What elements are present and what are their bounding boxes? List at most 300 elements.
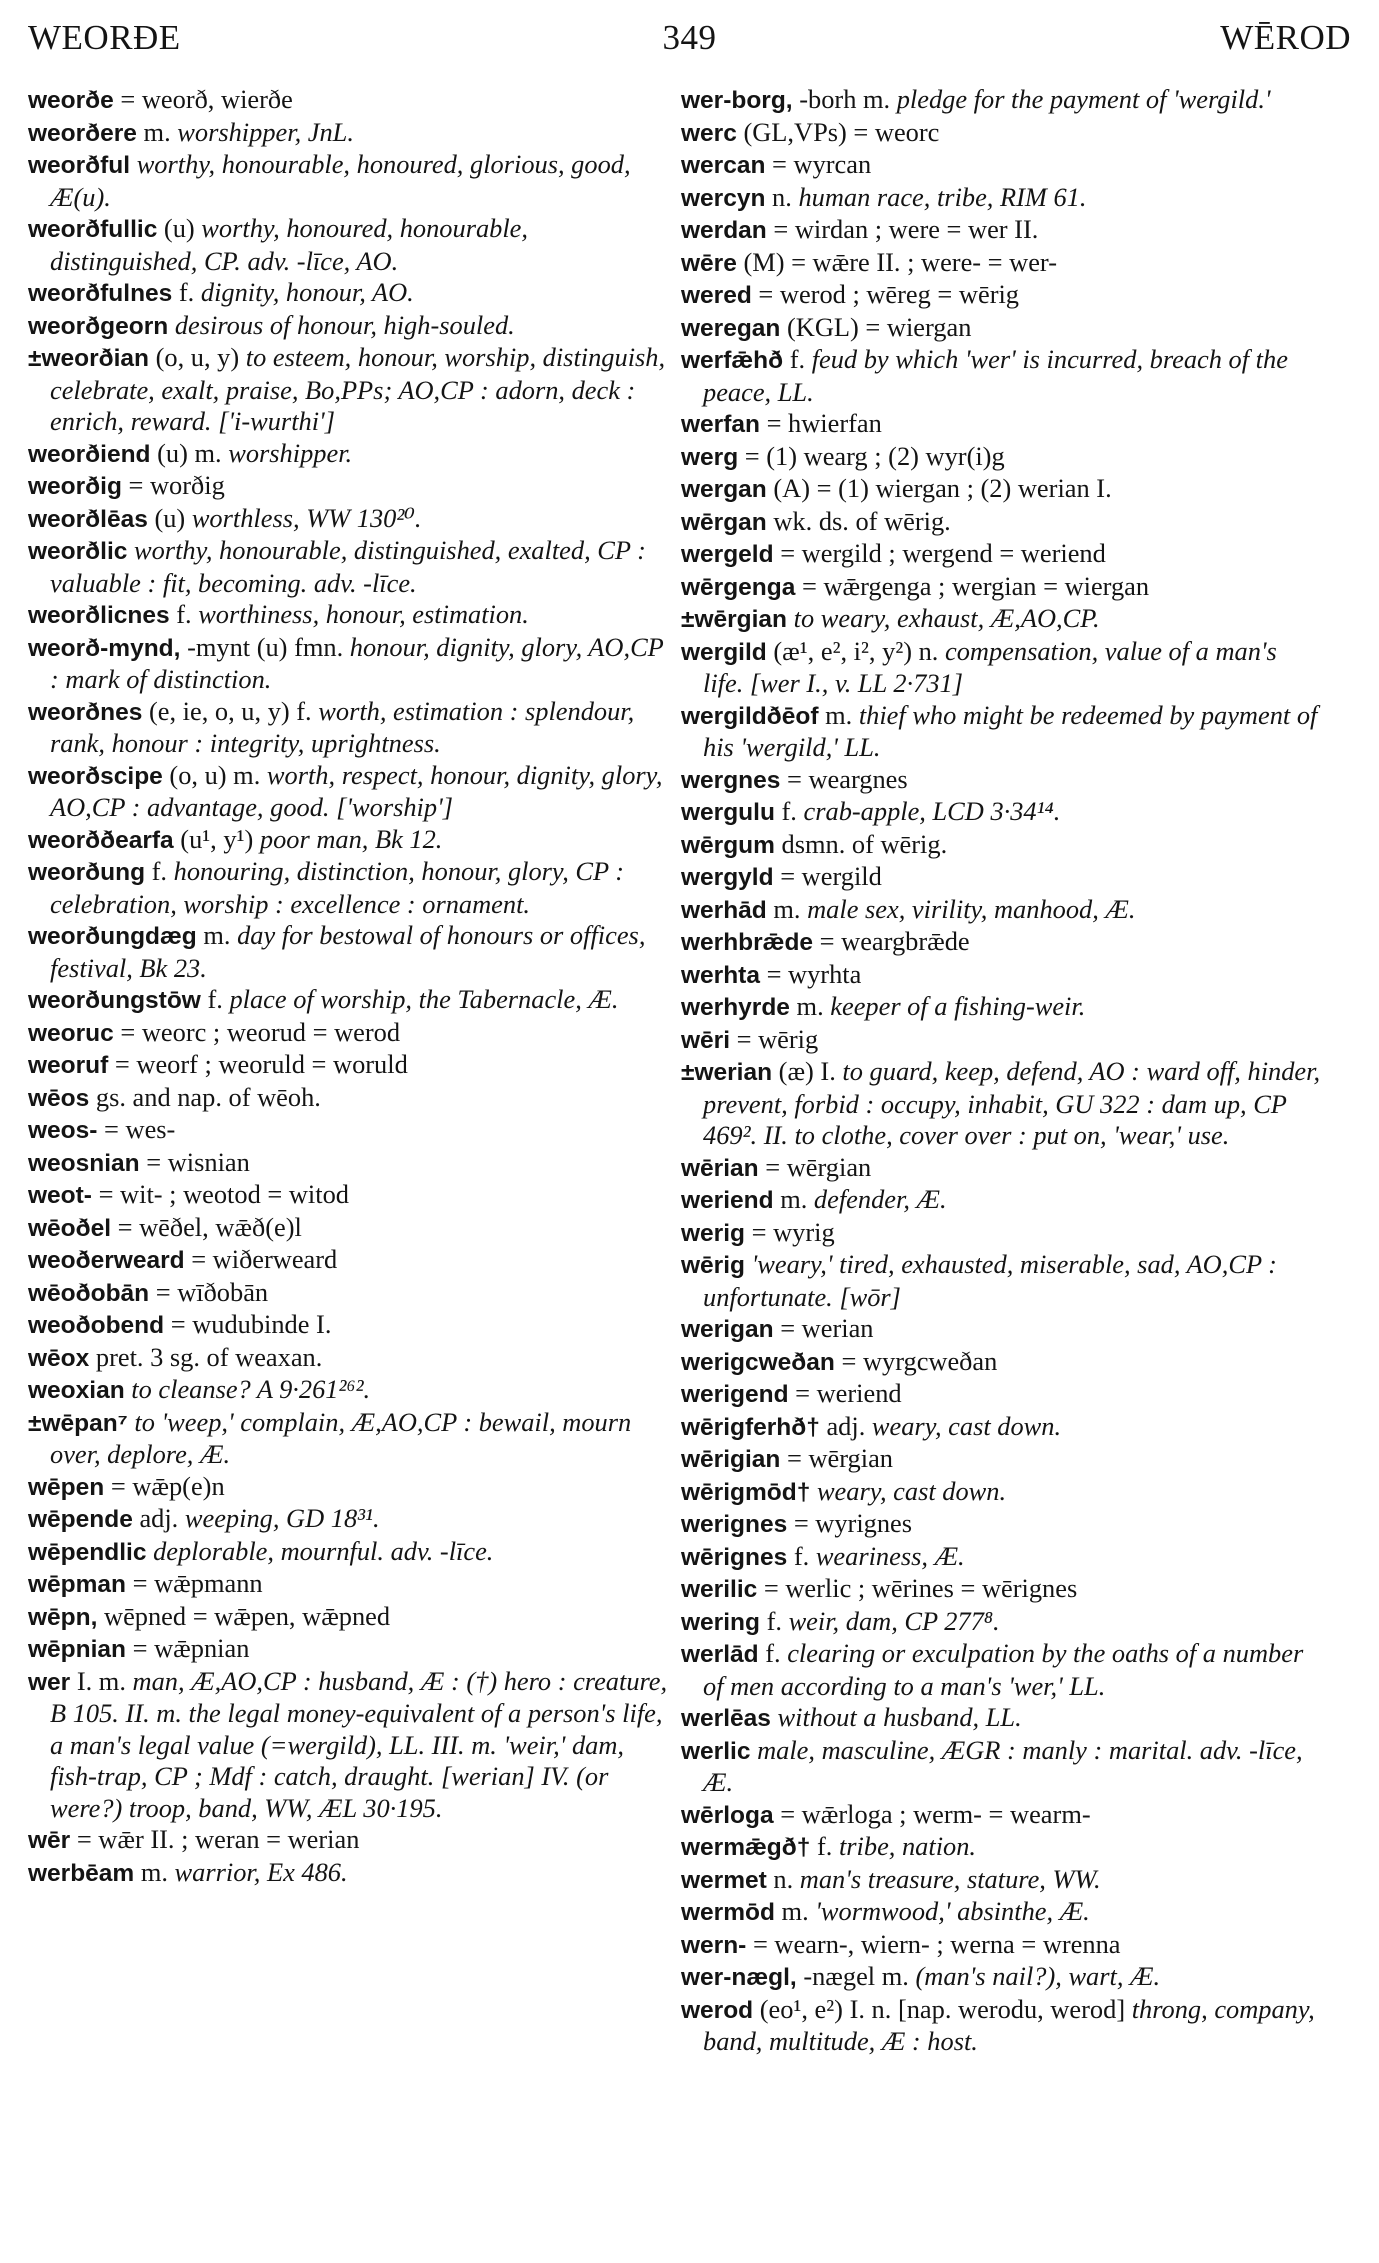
entry-grammar [771,1702,778,1732]
entry-grammar [745,1249,752,1279]
entry-grammar: = wyrgcweðan [834,1345,998,1376]
entry-headword: weoðobend [28,1312,165,1339]
dictionary-entry [681,1799,1321,1832]
entry-headword: werfǣhð [681,347,784,374]
dictionary-entry [681,1961,1321,1994]
entry-grammar: = wyrignes [787,1508,913,1538]
entry-grammar: f. [759,1605,789,1636]
dictionary-entry [28,213,668,277]
entry-headword: werigcweðan [681,1348,835,1376]
entry-headword: werdan [681,217,767,244]
entry-grammar: (æ¹, e², i², y²) n. [766,635,946,666]
entry-grammar: wk. ds. of wērig. [766,505,951,536]
entry-grammar: = wēðel, wǣð(e)l [111,1211,302,1242]
dictionary-entry [681,247,1321,280]
entry-definition: day for bestowal of honours or offices, festival, Bk 23. [50,920,646,983]
entry-grammar: = werian [773,1313,874,1343]
entry-definition: tribe, nation. [838,1831,977,1861]
entry-definition: man, Æ,AO,CP : husband, Æ : (†) hero : creature, B 105. II. m. the legal money-equivalent of a person's life, a man's legal value (=wergild), LL. III. m. 'weir,' dam, fish-trap, CP ; Mdf : catch, draught. [werian] IV. (or were?) troop, band, WW, ÆL 30·195. [50,1665,668,1823]
page-header [28,18,1351,68]
entry-grammar [168,310,175,340]
entry-definition: without a husband, LL. [777,1702,1022,1732]
entry-headword: weorðful [28,152,131,179]
dictionary-entry [28,1471,668,1504]
entry-definition: feud by which 'wer' is incurred, breach of the peace, LL. [703,344,1288,407]
entry-headword: wer-borg, [681,87,793,114]
dictionary-entry [28,1147,668,1180]
entry-definition: worthiness, honour, estimation. [198,599,529,629]
dictionary-entry [681,1929,1321,1962]
entry-grammar: = weorð, wierðe [113,84,293,114]
entry-headword: weorðungstōw [28,987,201,1014]
entry-headword: weregan [681,314,781,342]
header-right-guideword: WĒROD [1220,18,1351,57]
dictionary-entry [28,438,668,471]
entry-grammar: m. [818,699,859,730]
dictionary-entry [28,1017,668,1050]
entry-grammar: = wērgian [758,1151,872,1182]
dictionary-entry [28,342,668,438]
entry-grammar: = wisnian [139,1146,250,1177]
dictionary-entry [681,1346,1321,1379]
entry-grammar: pret. 3 sg. of weaxan. [89,1341,323,1372]
dictionary-entry [28,117,668,150]
dictionary-entry [681,764,1321,797]
dictionary-entry [681,829,1321,862]
dictionary-entry [28,1374,668,1407]
entry-definition: defender, Æ. [813,1184,947,1214]
entry-definition: weary, cast down. [816,1475,1007,1506]
entry-grammar: m. [134,1856,175,1887]
entry-headword: wergild [681,638,767,666]
entry-headword: werigan [681,1316,774,1343]
dictionary-entry [28,632,668,696]
entry-headword: weot- [28,1182,92,1209]
entry-grammar: gs. and nap. of wēoh. [89,1081,321,1112]
dictionary-entry [681,926,1321,959]
entry-headword: weorðungdæg [28,923,197,950]
entry-definition: to 'weep,' complain, Æ,AO,CP : bewail, mourn over, deplore, Æ. [50,1406,632,1469]
entry-grammar: (GL,VPs) = weorc [736,116,940,147]
entry-headword: wēpendlic [28,1538,147,1566]
dictionary-entry [681,1638,1321,1702]
entry-headword: werignes [681,1511,788,1538]
dictionary-entry [28,470,668,503]
entry-headword: wēri [681,1026,731,1054]
entry-definition: keeper of a fishing-weir. [830,991,1086,1021]
entry-headword: weorðe [28,87,114,114]
dictionary-entry [28,1114,668,1147]
dictionary-entry [681,1702,1321,1735]
entry-definition: deplorable, mournful. adv. -līce. [153,1535,494,1566]
entry-headword: werig [681,1219,745,1247]
entry-definition: weir, dam, CP 277⁸. [788,1605,1000,1636]
entry-definition: warrior, Ex 486. [174,1856,348,1887]
dictionary-entry [28,1824,668,1857]
entry-headword: wergyld [681,864,774,891]
entry-headword: wēpn, [28,1603,98,1631]
left-column [28,84,668,1889]
entry-grammar: = wǣpnian [126,1633,250,1663]
entry-grammar: = weargnes [780,763,908,794]
entry-grammar: dsmn. of wērig. [774,828,948,859]
entry-headword: weorðung [28,859,146,886]
entry-grammar: (o, u, y) [149,342,246,372]
entry-grammar: = wyrig [745,1216,835,1247]
entry-headword: weorðig [28,473,122,500]
entry-headword: wermǣgð† [681,1834,811,1861]
entry-grammar: f. [810,1831,839,1861]
entry-headword: wer-nægl, [681,1964,797,1991]
entry-grammar: = wudubinde I. [164,1309,332,1339]
entry-grammar: adj. [132,1503,185,1533]
entry-definition: honour, dignity, glory, AO,CP : mark of distinction. [50,631,664,694]
dictionary-entry [681,959,1321,992]
entry-definition: worth, respect, honour, dignity, glory, AO,CP : advantage, good. ['worship'] [50,759,663,822]
dictionary-entry [28,1309,668,1342]
entry-headword: wēpnian [28,1636,127,1663]
entry-headword: weriend [681,1187,774,1214]
entry-grammar: = werod ; wēreg = wērig [751,279,1020,309]
dictionary-entry [28,503,668,536]
entry-headword: wērgum [681,831,775,859]
entry-headword: wer [28,1668,71,1696]
entry-headword: weorðnes [28,698,143,726]
entry-headword: wērigmōd† [681,1478,811,1506]
entry-headword: wern- [681,1931,747,1959]
entry-grammar: -nægel m. [796,1961,916,1991]
dictionary-entry [28,1082,668,1115]
entry-grammar: f. [774,796,804,826]
entry-headword: weoðerweard [28,1247,185,1274]
entry-grammar: = weriend [788,1378,902,1408]
entry-definition: to guard, keep, defend, AO : ward off, hinder, prevent, forbid : occupy, inhabit, GU 322 : dam up, CP 469². II. to clothe, cover over : put on, 'wear,' use. [703,1056,1321,1150]
entry-headword: wērigferhð† [681,1413,820,1441]
entry-headword: wergan [681,476,767,503]
entry-definition: clearing or exculpation by the oaths of a number of men according to a man's 'wer,' LL. [703,1638,1304,1701]
entry-definition: worshipper. [228,437,353,468]
dictionary-entry [681,1443,1321,1476]
entry-grammar: = wes- [97,1114,176,1144]
entry-grammar: (KGL) = wiergan [780,311,972,342]
entry-grammar: = wǣrloga ; werm- = wearm- [773,1798,1091,1829]
dictionary-entry [681,344,1321,408]
entry-headword: wēoðel [28,1214,112,1242]
dictionary-entry [28,1244,668,1277]
entry-headword: wēox [28,1344,90,1372]
entry-grammar: = wīðobān [149,1276,269,1307]
entry-definition: worthy, honourable, distinguished, exalted, CP : valuable : fit, becoming. adv. -līce. [50,535,646,598]
entry-headword: werigend [681,1381,789,1408]
entry-grammar: n. [765,181,799,212]
entry-headword: wēre [681,249,737,277]
entry-grammar: (A) = (1) wiergan ; (2) werian I. [766,473,1112,503]
entry-definition: pledge for the payment of 'wergild.' [896,84,1271,114]
entry-headword: weorðiend [28,440,151,468]
dictionary-entry [681,1152,1321,1185]
entry-grammar: (eo¹, e²) I. n. [nap. werodu, werod] [753,1993,1132,2024]
dictionary-entry [681,1056,1321,1152]
entry-headword: werlād [681,1641,759,1668]
entry-headword: wērigian [681,1446,781,1473]
entry-grammar: m. [196,920,238,950]
page-number: 349 [662,18,717,57]
entry-grammar: (u) m. [150,437,229,468]
entry-headword: wercyn [681,184,766,212]
dictionary-entry [681,84,1321,117]
entry-grammar: f. [787,1540,816,1571]
entry-headword: weoxian [28,1377,125,1404]
dictionary-entry [28,277,668,310]
entry-headword: weorððearfa [28,826,174,854]
dictionary-entry [28,599,668,632]
entry-headword: werod [681,1996,754,2024]
entry-grammar: = wergild ; wergend = weriend [773,538,1106,568]
entry-grammar: m. [789,991,831,1021]
entry-headword: werhbrǣde [681,929,814,956]
entry-headword: wēpen [28,1473,105,1501]
entry-grammar: = weorf ; weoruld = woruld [108,1049,408,1079]
entry-headword: wercan [681,152,766,179]
dictionary-entry [28,1342,668,1375]
dictionary-entry [28,310,668,343]
dictionary-entry [681,894,1321,927]
dictionary-entry [681,214,1321,247]
entry-definition: poor man, Bk 12. [259,823,443,854]
entry-grammar: (e, ie, o, u, y) f. [142,695,319,726]
entry-grammar: = weargbrǣde [813,926,970,956]
entry-definition: 'wormwood,' absinthe, Æ. [815,1896,1090,1926]
dictionary-entry [681,279,1321,312]
entry-headword: weosnian [28,1149,140,1177]
entry-grammar: (M) = wǣre II. ; were- = wer- [736,246,1057,277]
entry-definition: dignity, honour, AO. [200,277,414,307]
dictionary-entry [28,149,668,213]
entry-definition: male sex, virility, manhood, Æ. [807,893,1136,924]
entry-definition: weary, cast down. [871,1410,1062,1441]
entry-headword: wērloga [681,1801,774,1829]
entry-definition: worthy, honoured, honourable, distinguished, CP. adv. -līce, AO. [50,213,528,276]
dictionary-entry [681,1831,1321,1864]
entry-grammar: = wǣpmann [126,1568,263,1598]
entry-grammar: = wiðerweard [184,1244,338,1274]
entry-headword: ±weorðian [28,345,149,372]
dictionary-entry [681,1249,1321,1313]
entry-definition: desirous of honour, high-souled. [174,309,515,340]
dictionary-entry [28,824,668,857]
entry-grammar: = hwierfan [759,408,882,438]
entry-grammar: = wǣp(e)n [104,1470,225,1501]
entry-headword: ±wēpan⁷ [28,1409,128,1437]
entry-headword: werlic [681,1737,751,1765]
dictionary-entry [28,1568,668,1601]
dictionary-entry [681,1184,1321,1217]
entry-definition: worthless, WW 130²⁰. [191,502,422,533]
entry-grammar: f. [172,277,201,307]
entry-headword: wēoðobān [28,1279,150,1307]
entry-grammar: (u¹, y¹) [173,823,260,854]
dictionary-entry [28,1049,668,1082]
entry-definition: worth, estimation : splendour, rank, honour : integrity, uprightness. [50,695,635,758]
dictionary-entry [28,1277,668,1310]
entry-grammar: = wǣr II. ; weran = werian [70,1824,360,1854]
entry-definition: to weary, exhaust, Æ,AO,CP. [793,603,1100,633]
dictionary-entry [681,796,1321,829]
entry-headword: wēr [28,1827,71,1854]
dictionary-entry [28,1503,668,1536]
entry-headword: wergnes [681,766,781,794]
entry-headword: wērgenga [681,573,796,601]
entry-grammar: f. [758,1638,788,1668]
entry-grammar [810,1476,817,1506]
entry-headword: wergildðēof [681,702,819,730]
entry-grammar: f. [145,856,174,886]
entry-headword: werg [681,443,739,471]
entry-definition: place of worship, the Tabernacle, Æ. [229,984,619,1014]
entry-definition: 'weary,' tired, exhausted, miserable, sad, AO,CP : unfortunate. [wōr] [703,1249,1277,1312]
entry-headword: weorð-mynd, [28,634,181,662]
dictionary-entry [681,506,1321,539]
entry-headword: wērgan [681,508,767,536]
entry-grammar: = wirdan ; were = wer II. [766,214,1039,244]
entry-headword: wēos [28,1084,90,1112]
dictionary-entry [681,1573,1321,1606]
dictionary-entry [28,84,668,117]
entry-grammar: = wearn-, wiern- ; werna = wrenna [746,1928,1121,1959]
entry-grammar: = worðig [121,470,225,500]
entry-headword: werilic [681,1576,758,1603]
entry-grammar: f. [169,599,199,629]
entry-grammar: = werlic ; wērines = wērignes [757,1573,1078,1603]
entry-headword: werhta [681,961,760,989]
entry-headword: werhād [681,896,767,924]
dictionary-entry [681,441,1321,474]
entry-grammar: = wyrhta [759,958,862,989]
entry-definition: compensation, value of a man's life. [wer I., v. LL 2·731] [703,635,1277,698]
entry-grammar: m. [774,1896,816,1926]
entry-grammar: = wǣrgenga ; wergian = wiergan [795,570,1150,601]
entry-grammar: f. [200,984,230,1014]
dictionary-entry [28,1666,668,1825]
entry-grammar: = (1) wearg ; (2) wyr(i)g [738,440,1005,471]
entry-headword: wering [681,1608,760,1636]
dictionary-entry [681,1735,1321,1799]
entry-headword: weoruc [28,1019,114,1047]
entry-headword: weorðgeorn [28,312,169,340]
entry-definition: worthy, honourable, honoured, glorious, good, Æ(u). [50,149,631,212]
entry-headword: ±werian [681,1059,773,1086]
header-left-guideword: WEORÐE [28,18,181,57]
right-column [681,84,1321,2058]
dictionary-entry [28,1857,668,1890]
entry-headword: wēpman [28,1571,127,1598]
entry-grammar [127,535,134,565]
dictionary-entry [681,571,1321,604]
entry-grammar: adj. [819,1410,872,1441]
entry-grammar: f. [783,344,812,374]
dictionary-entry [681,1994,1321,2058]
entry-grammar: m. [766,893,808,924]
entry-grammar: = weorc ; weorud = werod [113,1016,401,1047]
dictionary-entry [681,1476,1321,1509]
entry-headword: werfan [681,411,760,438]
entry-headword: wermōd [681,1899,775,1926]
entry-definition: weeping, GD 18³¹. [184,1503,380,1533]
dictionary-entry [28,1212,668,1245]
entry-definition: (man's nail?), wart, Æ. [915,1961,1161,1991]
dictionary-entry [681,1541,1321,1574]
entry-grammar: -mynt (u) fmn. [180,631,350,662]
dictionary-entry [681,861,1321,894]
dictionary-entry [681,473,1321,506]
dictionary-entry [28,984,668,1017]
entry-grammar: (æ) I. [772,1056,843,1086]
entry-headword: wērignes [681,1543,788,1571]
entry-headword: ±wērgian [681,606,788,633]
dictionary-entry [681,1508,1321,1541]
entry-definition: to cleanse? A 9·261²⁶². [131,1374,371,1404]
entry-grammar: m. [136,116,178,147]
dictionary-entry [681,1313,1321,1346]
dictionary-entry [28,1633,668,1666]
dictionary-entry [681,538,1321,571]
dictionary-entry [681,312,1321,345]
entry-grammar: (u) [157,213,202,243]
entry-headword: wermet [681,1866,767,1894]
entry-headword: weorðere [28,119,137,147]
entry-headword: werlēas [681,1705,771,1732]
entry-grammar: (u) [147,502,192,533]
entry-headword: weorðscipe [28,762,163,790]
entry-headword: wērian [681,1154,759,1182]
dictionary-entry [681,700,1321,764]
entry-headword: weorðlic [28,538,128,565]
dictionary-entry [681,1411,1321,1444]
dictionary-entry [28,535,668,599]
dictionary-entry [681,182,1321,215]
dictionary-entry [28,1179,668,1212]
dictionary-entry [681,1896,1321,1929]
dictionary-entry [28,920,668,984]
entry-definition: crab-apple, LCD 3·34¹⁴. [803,796,1061,826]
entry-definition: to esteem, honour, worship, distinguish, celebrate, exalt, praise, Bo,PPs; AO,CP : adorn, deck : enrich, reward. ['i-wurthi'] [50,342,666,436]
entry-headword: werhyrde [681,994,790,1021]
entry-grammar: n. [766,1863,800,1894]
entry-definition: male, masculine, ÆGR : manly : marital. adv. -līce, Æ. [703,1734,1303,1797]
entry-definition: honouring, distinction, honour, glory, CP : celebration, worship : excellence : ornament. [50,856,625,919]
dictionary-entry [681,408,1321,441]
entry-headword: wēpende [28,1506,133,1533]
entry-headword: weoruf [28,1052,109,1079]
entry-definition: thief who might be redeemed by payment of his 'wergild,' LL. [703,699,1318,762]
dictionary-entry [28,856,668,920]
entry-headword: weos- [28,1117,98,1144]
entry-grammar: = wergild [773,861,882,891]
entry-headword: werbēam [28,1859,135,1887]
dictionary-entry [681,149,1321,182]
entry-definition: human race, tribe, RIM 61. [798,181,1087,212]
entry-headword: weorðfulnes [28,280,173,307]
dictionary-entry [681,117,1321,150]
entry-grammar: wēpned = wǣpen, wǣpned [97,1600,391,1631]
entry-definition: throng, company, band, multitude, Æ : host. [703,1993,1315,2056]
entry-grammar: I. m. [70,1665,133,1696]
entry-grammar: -borh m. [792,84,897,114]
entry-headword: wered [681,282,752,309]
entry-grammar: = wērgian [780,1443,893,1473]
entry-headword: wergeld [681,541,774,568]
dictionary-entry [681,636,1321,700]
